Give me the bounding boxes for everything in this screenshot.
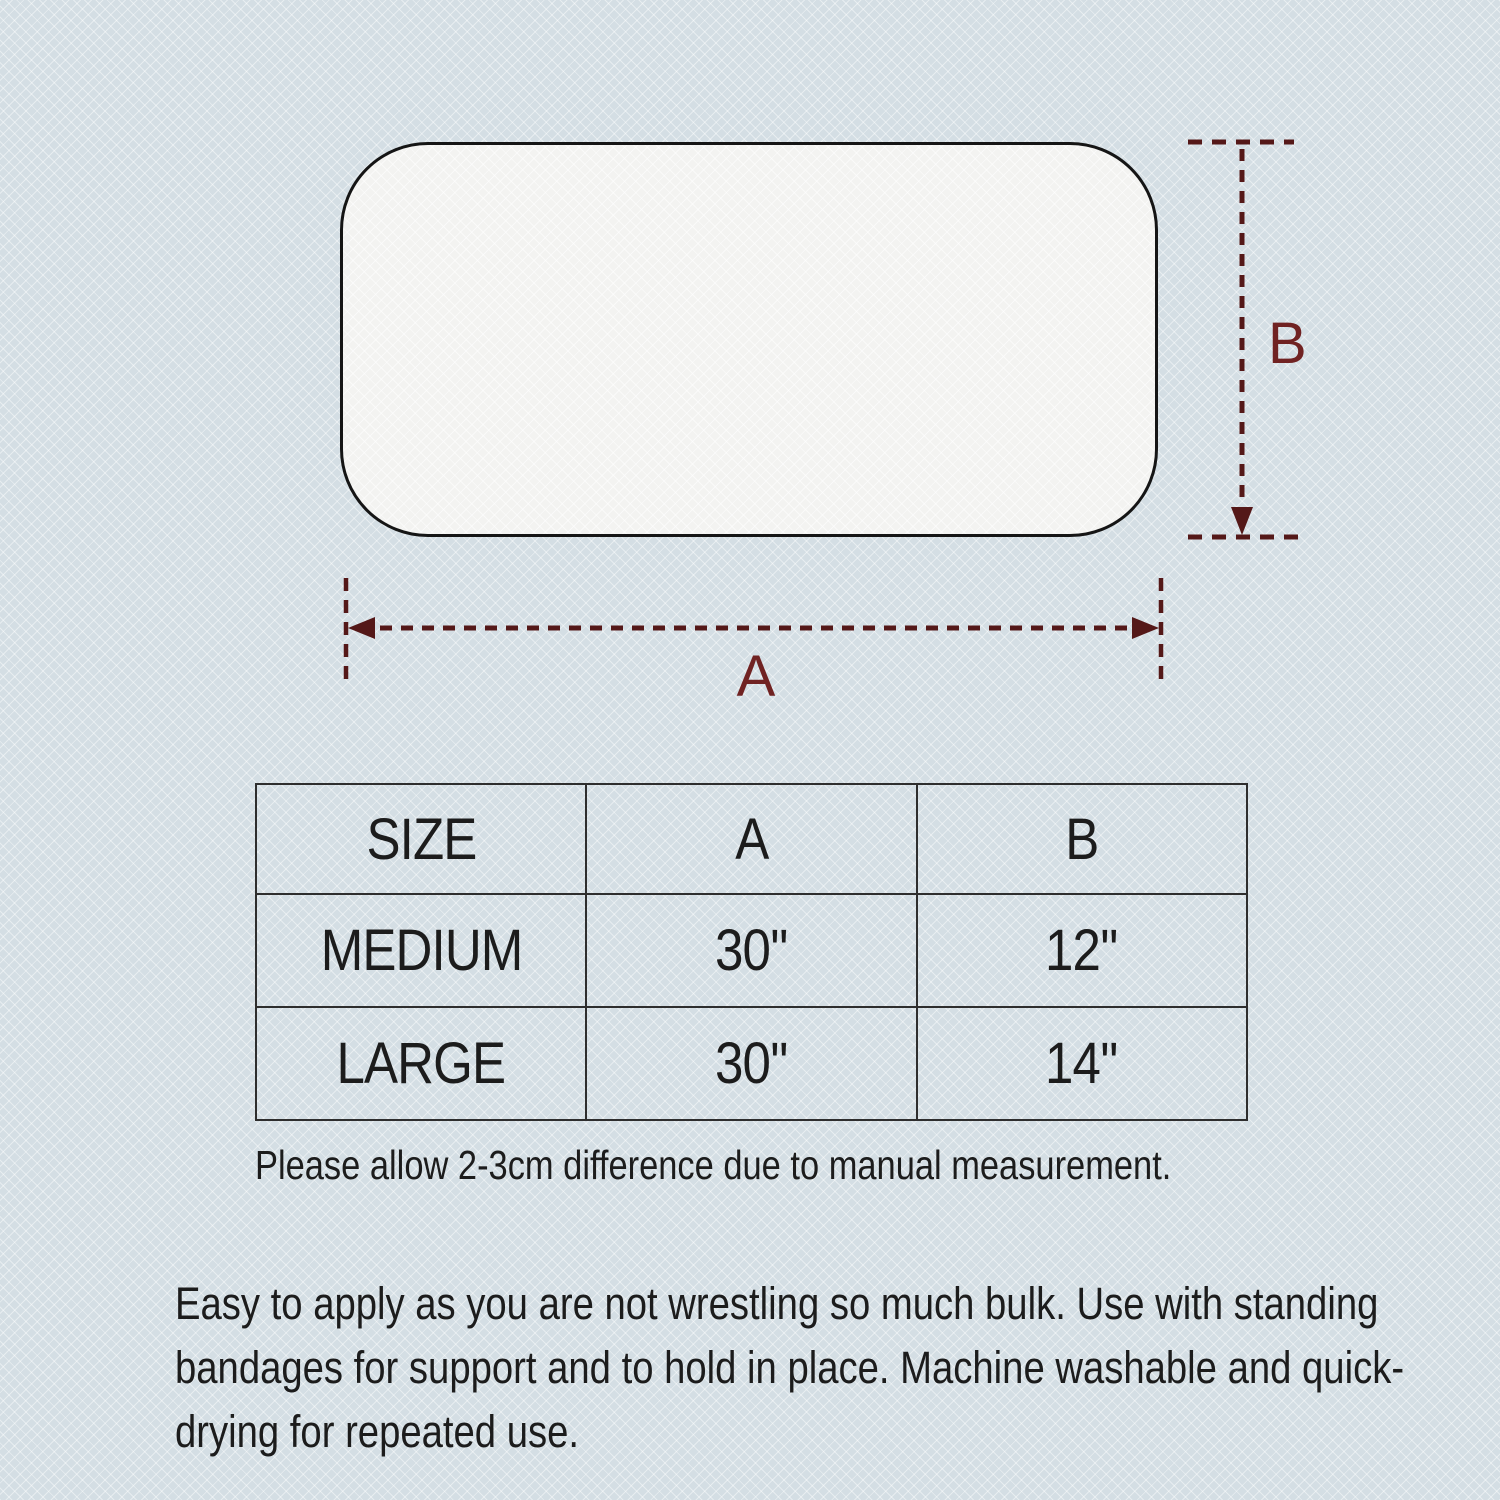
large-size-label: LARGE: [336, 1031, 506, 1096]
large-b-value: 14'': [1045, 1031, 1119, 1096]
product-description: Easy to apply as you are not wrestling so much bulk. Use with standing bandages for support and to hold in place. Machine washable and quick-drying for repeated use.: [175, 1278, 1405, 1457]
size-table-header-a: [586, 784, 916, 894]
measurement-note: Please allow 2-3cm difference due to manual measurement.: [255, 1142, 1172, 1188]
medium-b-value: 12'': [1045, 918, 1119, 983]
size-table-header-row: [256, 784, 1247, 894]
medium-size-cell: [256, 894, 586, 1007]
large-b-cell: [917, 1007, 1247, 1120]
header-b-label: B: [1065, 806, 1099, 872]
size-table: [255, 783, 1248, 1121]
dimension-b-arrow-down-icon: [1231, 507, 1253, 535]
size-table-header-size: [256, 784, 586, 894]
dimension-b-label: B: [1268, 311, 1307, 376]
medium-size-label: MEDIUM: [320, 918, 523, 983]
large-a-value: 30'': [715, 1031, 788, 1096]
header-size-label: SIZE: [366, 806, 477, 872]
header-a-label: A: [734, 806, 769, 872]
size-table-header-b: [917, 784, 1247, 894]
dimension-a-label: A: [736, 644, 776, 709]
dimension-a-arrow-right-icon: [1132, 617, 1159, 639]
dimension-a-arrow-left-icon: [348, 617, 375, 639]
large-a-cell: [586, 1007, 916, 1120]
medium-a-value: 30'': [715, 918, 788, 983]
large-size-cell: [256, 1007, 586, 1120]
table-row-medium: [256, 894, 1247, 1007]
medium-b-cell: [917, 894, 1247, 1007]
medium-a-cell: [586, 894, 916, 1007]
table-row-large: [256, 1007, 1247, 1120]
